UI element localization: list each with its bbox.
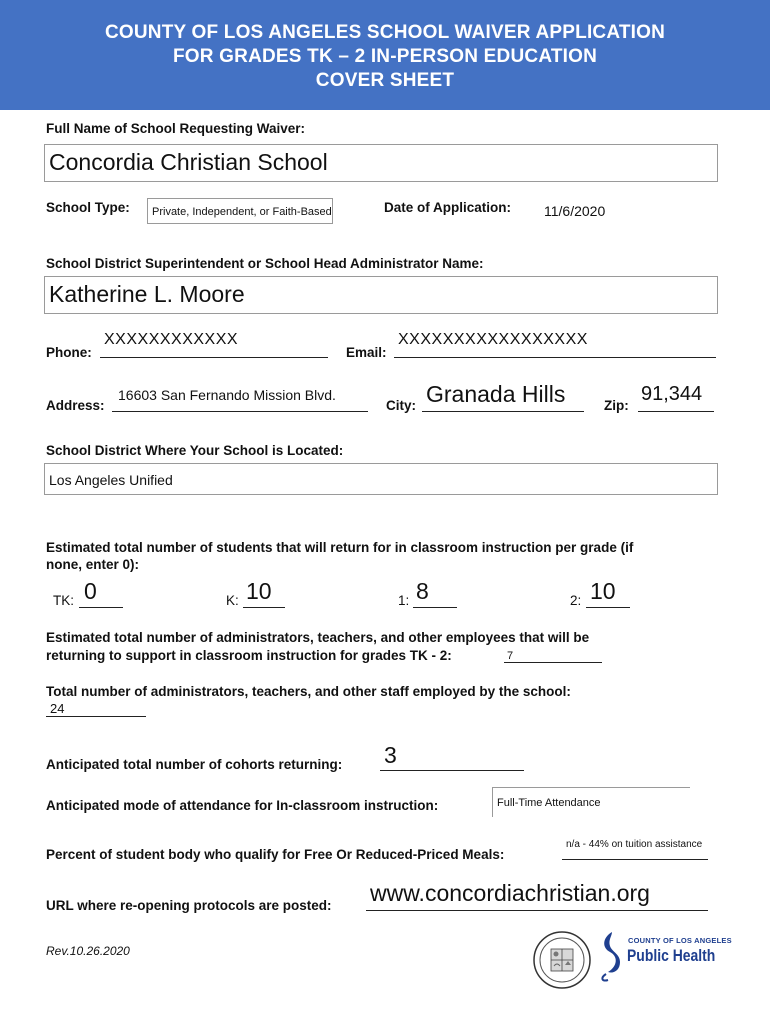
header-banner — [0, 0, 770, 110]
staff-returning-label-line-1: Estimated total number of administrators, teachers, and other employees that will be — [46, 630, 590, 645]
school-type-value: Private, Independent, or Faith-Based — [152, 206, 332, 218]
date-of-application-value[interactable]: 11/6/2020 — [544, 203, 606, 219]
free-meals-label: Percent of student body who qualify for Free Or Reduced-Priced Meals: — [46, 847, 505, 862]
district-label: School District Where Your School is Located: — [46, 443, 344, 458]
address-underline — [112, 411, 368, 412]
grade-tk-underline — [79, 607, 123, 608]
public-health-emblem-icon — [598, 930, 624, 982]
url-underline — [366, 910, 708, 911]
staff-total-label: Total number of administrators, teachers, and other staff employed by the school: — [46, 684, 571, 699]
grade-2-underline — [586, 607, 630, 608]
staff-returning-underline — [504, 662, 602, 663]
students-label-line-2: none, enter 0): — [46, 557, 140, 572]
grade-1-value[interactable]: 8 — [416, 578, 429, 604]
email-underline — [394, 357, 716, 358]
email-label: Email: — [346, 345, 387, 360]
district-field[interactable] — [44, 463, 718, 495]
free-meals-underline — [562, 859, 708, 860]
grade-k-value[interactable]: 10 — [246, 578, 272, 604]
city-underline — [422, 411, 584, 412]
district-value: Los Angeles Unified — [49, 472, 173, 488]
school-name-value: Concordia Christian School — [49, 149, 328, 175]
staff-total-underline — [46, 716, 146, 717]
school-name-label: Full Name of School Requesting Waiver: — [46, 121, 306, 136]
school-type-field[interactable] — [147, 198, 333, 224]
form-title-line-3: COVER SHEET — [315, 70, 455, 91]
administrator-field[interactable] — [44, 276, 718, 314]
attendance-mode-label: Anticipated mode of attendance for In-classroom instruction: — [46, 798, 439, 813]
grade-k-label: K: — [226, 593, 239, 608]
url-label: URL where re-opening protocols are posted: — [46, 898, 332, 913]
form-title-line-1: COUNTY OF LOS ANGELES SCHOOL WAIVER APPLICATION — [104, 22, 666, 43]
form-title-line-2: FOR GRADES TK – 2 IN-PERSON EDUCATION — [172, 46, 598, 67]
city-label: City: — [386, 398, 416, 413]
grade-1-underline — [413, 607, 457, 608]
address-label: Address: — [46, 398, 105, 413]
cohorts-underline — [380, 770, 524, 771]
staff-returning-value[interactable]: 7 — [507, 650, 514, 662]
staff-returning-label-line-2: returning to support in classroom instruction for grades TK - 2: — [46, 648, 452, 663]
county-seal-icon — [532, 930, 592, 990]
logo-public-health-text: Public Health — [627, 946, 716, 965]
grade-tk-value[interactable]: 0 — [84, 578, 97, 604]
grade-2-label: 2: — [570, 593, 582, 608]
grade-k-underline — [243, 607, 285, 608]
city-value[interactable]: Granada Hills — [426, 381, 566, 407]
grade-2-value[interactable]: 10 — [590, 578, 616, 604]
logo-county-text: COUNTY OF LOS ANGELES — [628, 936, 732, 945]
free-meals-value[interactable]: n/a - 44% on tuition assistance — [566, 839, 703, 850]
zip-label: Zip: — [604, 398, 629, 413]
url-value[interactable]: www.concordiachristian.org — [370, 880, 650, 906]
administrator-value: Katherine L. Moore — [49, 281, 245, 307]
zip-value[interactable]: 91,344 — [641, 383, 703, 405]
administrator-label: School District Superintendent or School Head Administrator Name: — [46, 256, 484, 271]
revision-date: Rev.10.26.2020 — [46, 944, 130, 958]
cohorts-label: Anticipated total number of cohorts returning: — [46, 757, 343, 772]
address-value[interactable]: 16603 San Fernando Mission Blvd. — [118, 387, 336, 403]
date-of-application-label: Date of Application: — [384, 200, 511, 215]
cohorts-value[interactable]: 3 — [384, 742, 397, 768]
students-label-line-1: Estimated total number of students that will return for in classroom instruction per grade (if — [46, 540, 634, 555]
attendance-mode-field[interactable] — [492, 787, 690, 817]
grade-1-label: 1: — [398, 593, 410, 608]
school-type-label: School Type: — [46, 200, 130, 215]
email-value[interactable]: XXXXXXXXXXXXXXXXX — [398, 331, 588, 348]
school-name-field[interactable] — [44, 144, 718, 182]
phone-label: Phone: — [46, 345, 92, 360]
staff-total-value[interactable]: 24 — [50, 701, 65, 716]
grade-tk-label: TK: — [53, 593, 75, 608]
phone-value[interactable]: XXXXXXXXXXXX — [104, 331, 239, 348]
phone-underline — [100, 357, 328, 358]
attendance-mode-value: Full-Time Attendance — [497, 797, 601, 809]
zip-underline — [638, 411, 714, 412]
